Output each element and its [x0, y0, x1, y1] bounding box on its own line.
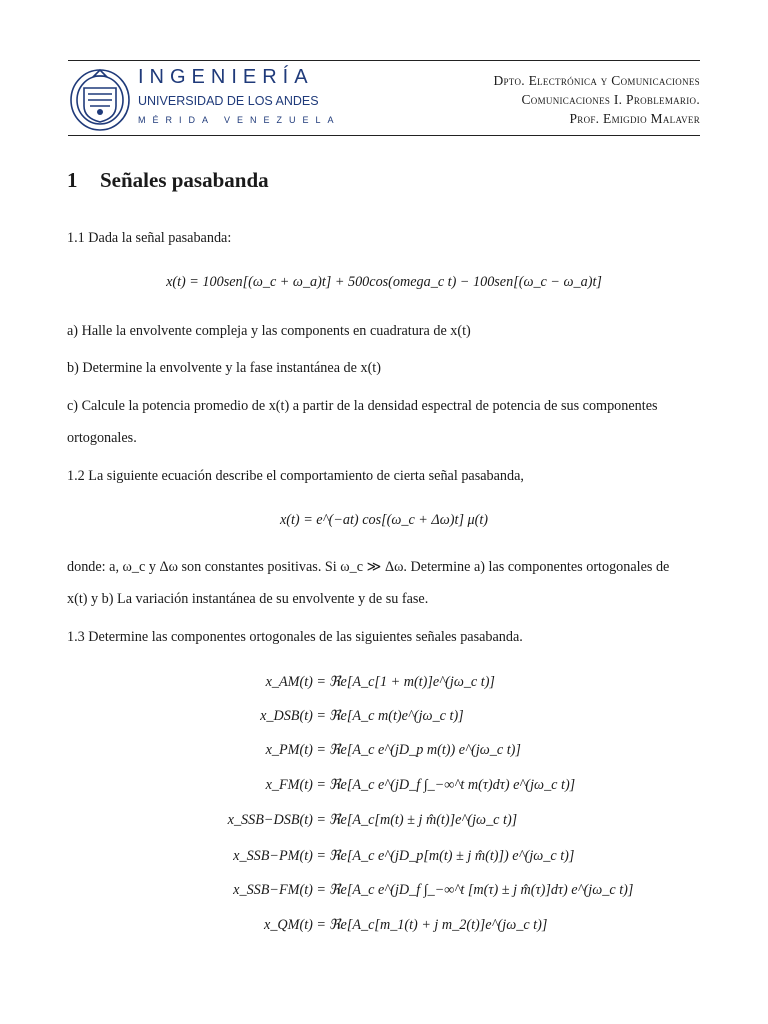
equation-lhs: x_DSB(t) =	[260, 708, 326, 724]
equation-rhs: ℜe[A_c[1 + m(t)]e^(jω_c t)]	[329, 674, 495, 690]
department-line: Dpto. Electrónica y Comunicaciones	[493, 73, 700, 88]
brand-title: INGENIERÍA	[138, 66, 314, 88]
section-heading: Señales pasabanda	[100, 168, 269, 192]
equation-rhs: ℜe[A_c[m_1(t) + j m_2(t)]e^(jω_c t)]	[329, 917, 548, 933]
problem-1-2-text-line2: x(t) y b) La variación instantánea de su envolvente y de su fase.	[67, 591, 429, 607]
equation-lhs: x_SSB−FM(t) =	[233, 882, 326, 898]
brand-subtitle: UNIVERSIDAD DE LOS ANDES	[138, 94, 319, 108]
equation-lhs: x_AM(t) =	[265, 674, 326, 690]
equation-lhs: x_SSB−PM(t) =	[233, 848, 326, 864]
brand-block	[138, 64, 341, 129]
equation-rhs: ℜe[A_c e^(jD_f ∫_−∞^t m(τ)dτ) e^(jω_c t)]	[329, 777, 576, 793]
problem-1-2-intro: 1.2 La siguiente ecuación describe el comportamiento de cierta señal pasabanda,	[67, 468, 524, 484]
section-title	[67, 168, 269, 193]
equation-lhs: x_FM(t) =	[265, 777, 326, 793]
section-number: 1	[67, 168, 78, 192]
equation-lhs: x_SSB−DSB(t) =	[227, 812, 326, 828]
problem-1-1-intro: 1.1 Dada la señal pasabanda:	[67, 230, 232, 246]
problem-1-1-c-line1: c) Calcule la potencia promedio de x(t) a partir de la densidad espectral de potencia de sus componentes	[67, 398, 658, 414]
document-header	[68, 60, 700, 136]
equation-rhs: ℜe[A_c e^(jD_f ∫_−∞^t [m(τ) ± j m̂(τ)]dτ) e^(jω_c t)]	[329, 882, 634, 898]
equation-lhs: x_PM(t) =	[265, 742, 326, 758]
header-info	[493, 71, 700, 128]
problem-1-1-equation: x(t) = 100sen[(ω_c + ω_a)t] + 500cos(omega_c t) − 100sen[(ω_c − ω_a)t]	[166, 274, 602, 290]
university-seal-icon	[68, 66, 132, 132]
problem-1-2-text-line1: donde: a, ω_c y Δω son constantes positivas. Si ω_c ≫ Δω. Determine a) las componentes ortogonales de	[67, 559, 670, 575]
equation-rhs: ℜe[A_c[m(t) ± j m̂(t)]e^(jω_c t)]	[329, 812, 518, 828]
problem-1-3-intro: 1.3 Determine las componentes ortogonales de las siguientes señales pasabanda.	[67, 629, 523, 645]
problem-1-1-b: b) Determine la envolvente y la fase instantánea de x(t)	[67, 360, 381, 376]
brand-city: MÉRIDA VENEZUELA	[138, 115, 341, 125]
equation-rhs: ℜe[A_c e^(jD_p[m(t) ± j m̂(t)]) e^(jω_c t)]	[329, 848, 575, 864]
problem-1-2-equation: x(t) = e^(−at) cos[(ω_c + Δω)t] μ(t)	[279, 512, 489, 528]
equation-rhs: ℜe[A_c m(t)e^(jω_c t)]	[329, 708, 464, 724]
professor-line: Prof. Emigdio Malaver	[569, 111, 700, 126]
equation-rhs: ℜe[A_c e^(jD_p m(t)) e^(jω_c t)]	[329, 742, 521, 758]
problem-1-1-a: a) Halle la envolvente compleja y las components en cuadratura de x(t)	[67, 323, 471, 339]
course-line: Comunicaciones I. Problemario.	[521, 92, 700, 107]
equation-lhs: x_QM(t) =	[264, 917, 326, 933]
problem-1-1-c-line2: ortogonales.	[67, 430, 137, 446]
